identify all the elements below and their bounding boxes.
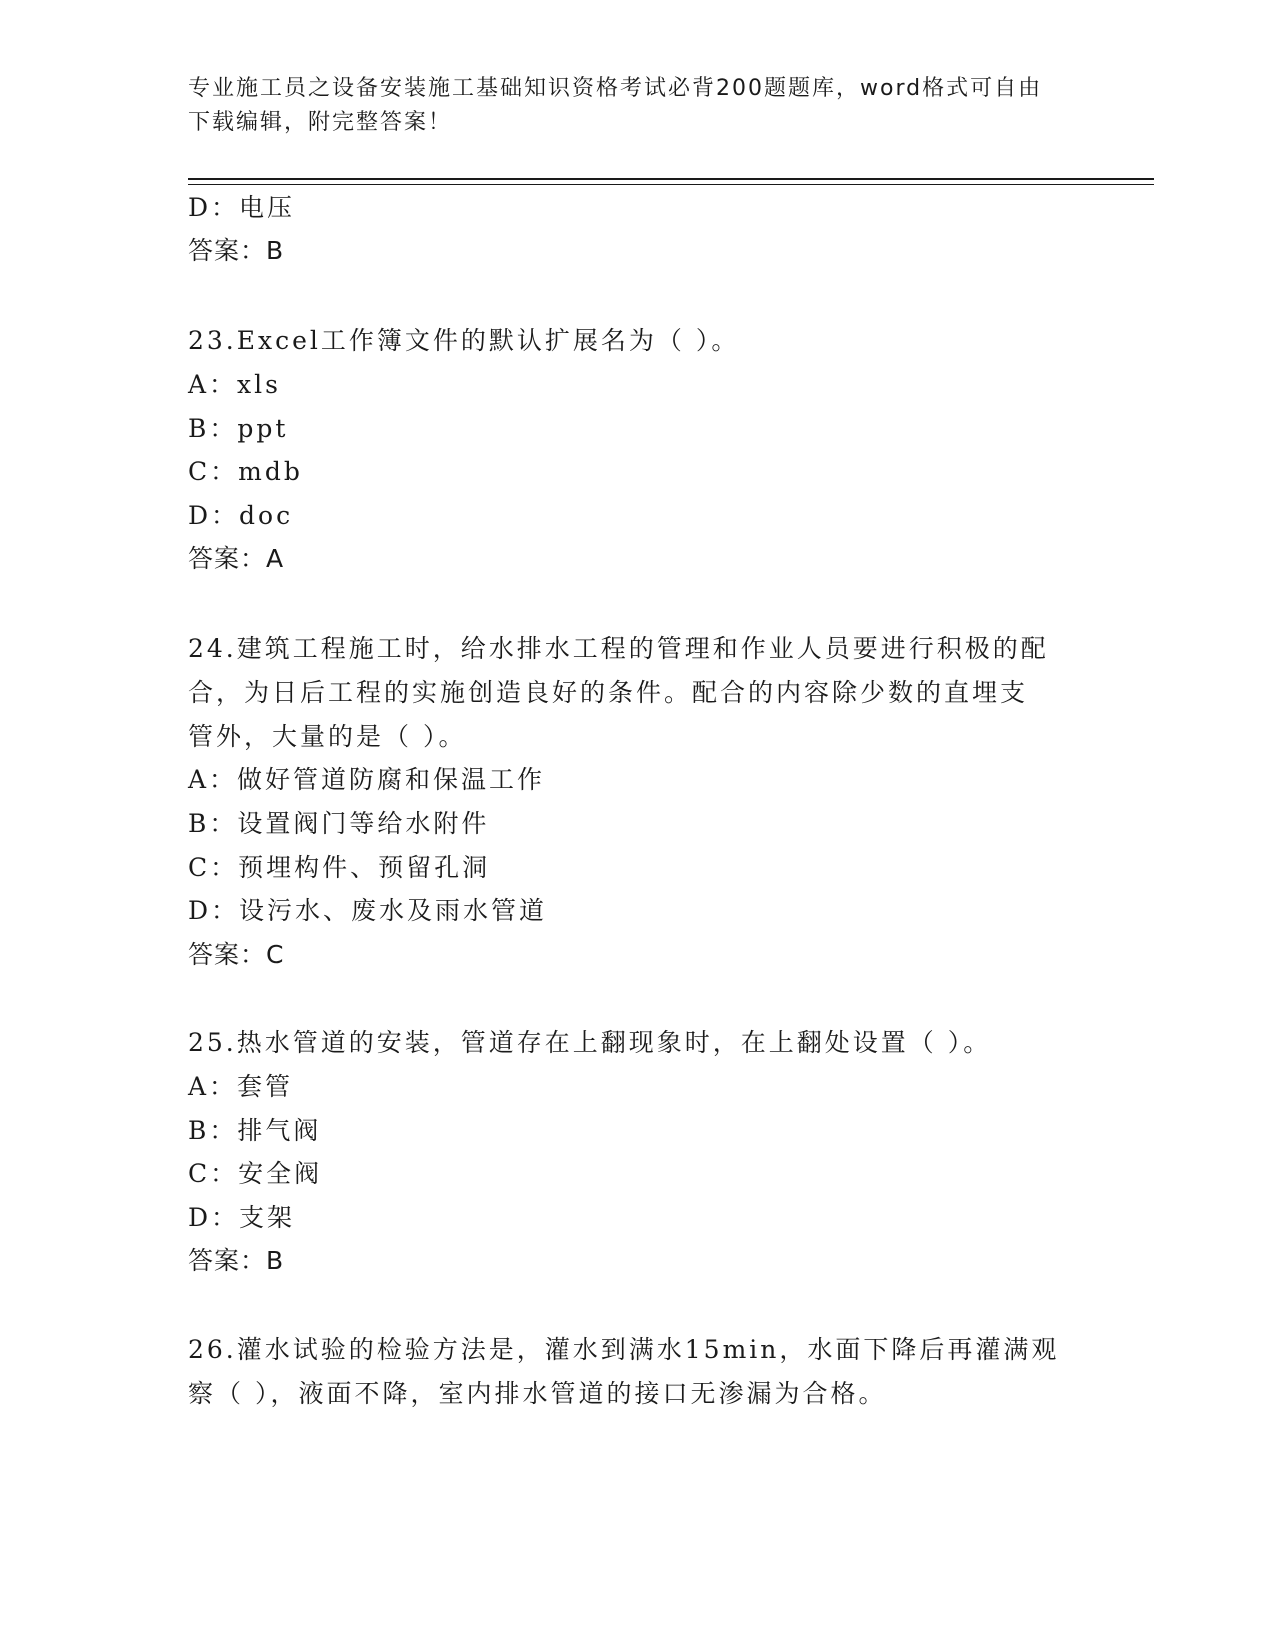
q26-stem-line-1: 26.灌水试验的检验方法是，灌水到满水15min，水面下降后再灌满观 xyxy=(188,1335,1060,1364)
q24-stem-line-3: 管外，大量的是（ ）。 xyxy=(188,722,467,751)
document-header xyxy=(188,72,1078,140)
q23-option-c: C：mdb xyxy=(188,457,303,486)
q24-option-a: A：做好管道防腐和保温工作 xyxy=(188,765,546,794)
q23-stem: 23.Excel工作簿文件的默认扩展名为（ ）。 xyxy=(188,326,740,355)
q24-stem-line-1: 24.建筑工程施工时，给水排水工程的管理和作业人员要进行积极的配 xyxy=(188,634,1049,663)
q25-option-c: C：安全阀 xyxy=(188,1159,323,1188)
q23-option-b: B：ppt xyxy=(188,414,289,443)
header-divider-thin xyxy=(188,184,1154,185)
q23-option-d: D：doc xyxy=(188,501,294,530)
q24-answer: 答案：C xyxy=(188,940,285,969)
q23-option-a: A：xls xyxy=(188,370,281,399)
q26-stem-line-2: 察（ ），液面不降，室内排水管道的接口无渗漏为合格。 xyxy=(188,1379,887,1408)
q22-answer: 答案：B xyxy=(188,236,285,265)
header-divider-thick xyxy=(188,178,1154,180)
q25-option-b: B：排气阀 xyxy=(188,1116,322,1145)
q24-option-d: D：设污水、废水及雨水管道 xyxy=(188,896,548,925)
header-line-2: 下载编辑，附完整答案！ xyxy=(188,110,453,135)
q24-option-c: C：预埋构件、预留孔洞 xyxy=(188,853,491,882)
q24-stem-line-2: 合，为日后工程的实施创造良好的条件。配合的内容除少数的直埋支 xyxy=(188,678,1029,707)
q23-answer: 答案：A xyxy=(188,544,285,573)
q25-option-d: D：支架 xyxy=(188,1203,296,1232)
q25-stem: 25.热水管道的安装，管道存在上翻现象时，在上翻处设置（ ）。 xyxy=(188,1028,992,1057)
q24-option-b: B：设置阀门等给水附件 xyxy=(188,809,490,838)
q25-option-a: A：套管 xyxy=(188,1072,294,1101)
header-line-1: 专业施工员之设备安装施工基础知识资格考试必背200题题库，word格式可自由 xyxy=(188,76,1043,101)
q25-answer: 答案：B xyxy=(188,1246,285,1275)
q22-option-d: D：电压 xyxy=(188,193,296,222)
